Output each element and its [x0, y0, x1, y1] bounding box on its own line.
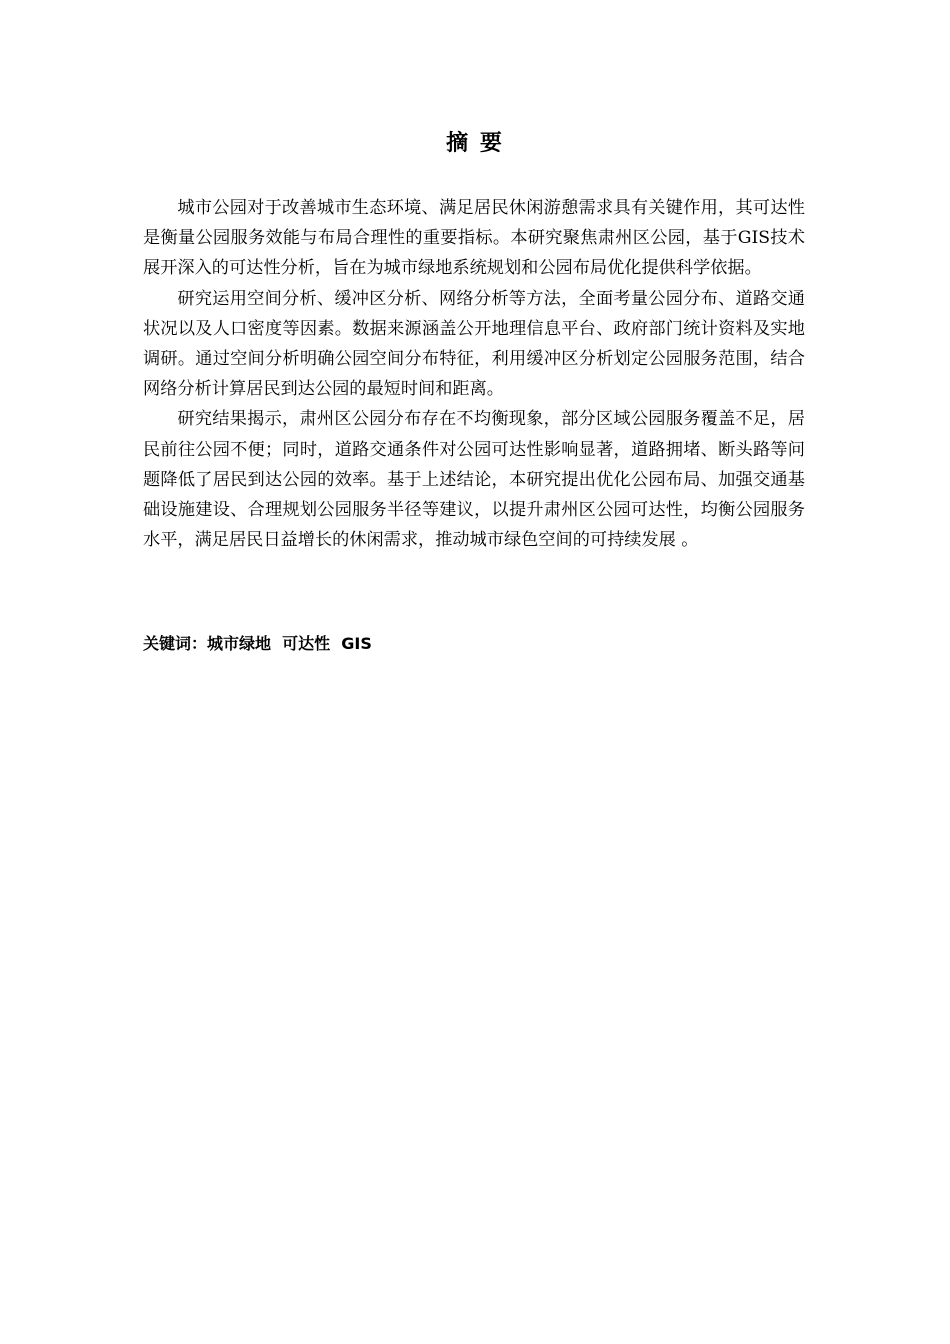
keywords-line: 关键词：城市绿地 可达性 GIS [143, 634, 372, 653]
abstract-paragraph-3: 研究结果揭示，肃州区公园分布存在不均衡现象，部分区域公园服务覆盖不足，居民前往公园不便；同时，道路交通条件对公园可达性影响显著，道路拥堵、断头路等问题降低了居民到达公园的效率。基于上述结论，本研究提出优化公园布局、加强交通基础设施建设、合理规划公园服务半径等建议，以提升肃州区公园可达性，均衡公园服务水平，满足居民日益增长的休闲需求，推动城市绿色空间的可持续发展 。 [143, 409, 805, 551]
abstract-title: 摘 要 [446, 131, 504, 156]
abstract-paragraph-2: 研究运用空间分析、缓冲区分析、网络分析等方法，全面考量公园分布、道路交通状况以及人口密度等因素。数据来源涵盖公开地理信息平台、政府部门统计资料及实地调研。通过空间分析明确公园空间分布特征，利用缓冲区分析划定公园服务范围，结合网络分析计算居民到达公园的最短时间和距离。 [143, 288, 805, 400]
abstract-body [143, 193, 805, 555]
abstract-paragraph-1: 城市公园对于改善城市生态环境、满足居民休闲游憩需求具有关键作用，其可达性是衡量公园服务效能与布局合理性的重要指标。本研究聚焦肃州区公园，基于GIS技术展开深入的可达性分析，旨在为城市绿地系统规划和公园布局优化提供科学依据。 [143, 198, 805, 279]
